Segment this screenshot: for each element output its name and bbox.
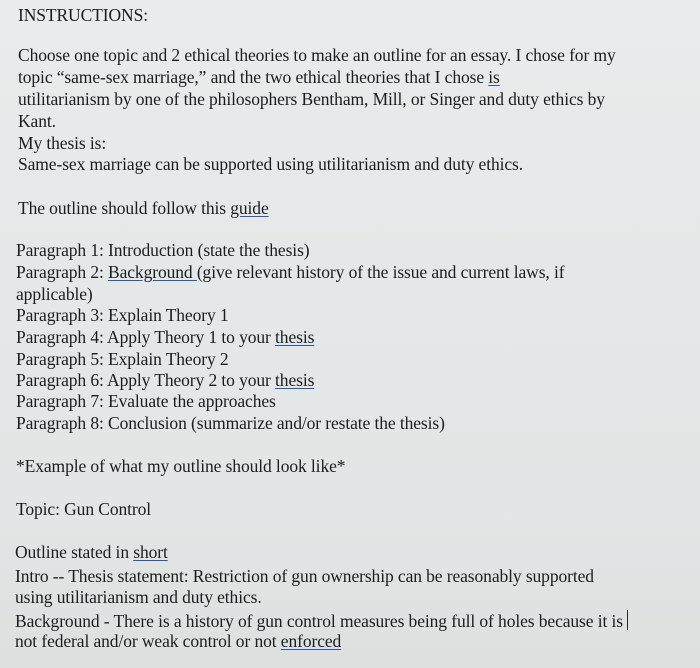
underlined-text: enforced bbox=[280, 631, 342, 651]
paragraph-guide-item: Paragraph 7: Evaluate the approaches bbox=[16, 391, 276, 411]
paragraph-guide-item: applicable) bbox=[16, 284, 93, 304]
underlined-text: Background bbox=[108, 262, 197, 282]
paragraph-guide-item: Paragraph 3: Explain Theory 1 bbox=[16, 305, 229, 325]
underlined-text: thesis bbox=[275, 370, 315, 390]
paragraph-guide-item: Paragraph 1: Introduction (state the thesis) bbox=[16, 240, 310, 260]
underlined-text: guide bbox=[230, 198, 269, 218]
example-outline-line: Intro -- Thesis statement: Restriction of gun ownership can be reasonably supported bbox=[15, 566, 594, 586]
intro-line: Kant. bbox=[18, 111, 56, 131]
paragraph-guide-item: Paragraph 5: Explain Theory 2 bbox=[16, 349, 229, 369]
example-outline-line: not federal and/or weak control or not enforced bbox=[15, 631, 342, 651]
underlined-text: short bbox=[133, 542, 168, 562]
text-cursor bbox=[627, 610, 628, 630]
intro-line: Choose one topic and 2 ethical theories to make an outline for an essay. I chose for my bbox=[18, 45, 616, 65]
paragraph-guide-item: Paragraph 8: Conclusion (summarize and/or restate the thesis) bbox=[16, 413, 445, 433]
paragraph-guide-item: Paragraph 6: Apply Theory 2 to your thesis bbox=[16, 370, 315, 390]
intro-line: topic “same-sex marriage,” and the two ethical theories that I chose is bbox=[18, 67, 500, 87]
example-outline-line: Outline stated in short bbox=[15, 542, 168, 562]
instructions-heading: INSTRUCTIONS: bbox=[18, 5, 148, 25]
intro-line: Same-sex marriage can be supported using utilitarianism and duty ethics. bbox=[18, 154, 524, 174]
underlined-text: is bbox=[488, 67, 500, 87]
intro-line: My thesis is: bbox=[18, 133, 107, 153]
intro-line: utilitarianism by one of the philosophers Bentham, Mill, or Singer and duty ethics by bbox=[18, 89, 605, 109]
example-outline-line: using utilitarianism and duty ethics. bbox=[15, 587, 262, 607]
paragraph-guide-item: Paragraph 2: Background (give relevant history of the issue and current laws, if bbox=[16, 262, 565, 282]
guide-line: The outline should follow this guide bbox=[18, 198, 269, 218]
example-topic: Topic: Gun Control bbox=[16, 499, 152, 519]
underlined-text: thesis bbox=[275, 327, 315, 347]
example-note: *Example of what my outline should look like* bbox=[16, 456, 346, 476]
paragraph-guide-item: Paragraph 4: Apply Theory 1 to your thesis bbox=[16, 327, 315, 347]
example-outline-line: Background - There is a history of gun control measures being full of holes because it is bbox=[15, 610, 628, 632]
